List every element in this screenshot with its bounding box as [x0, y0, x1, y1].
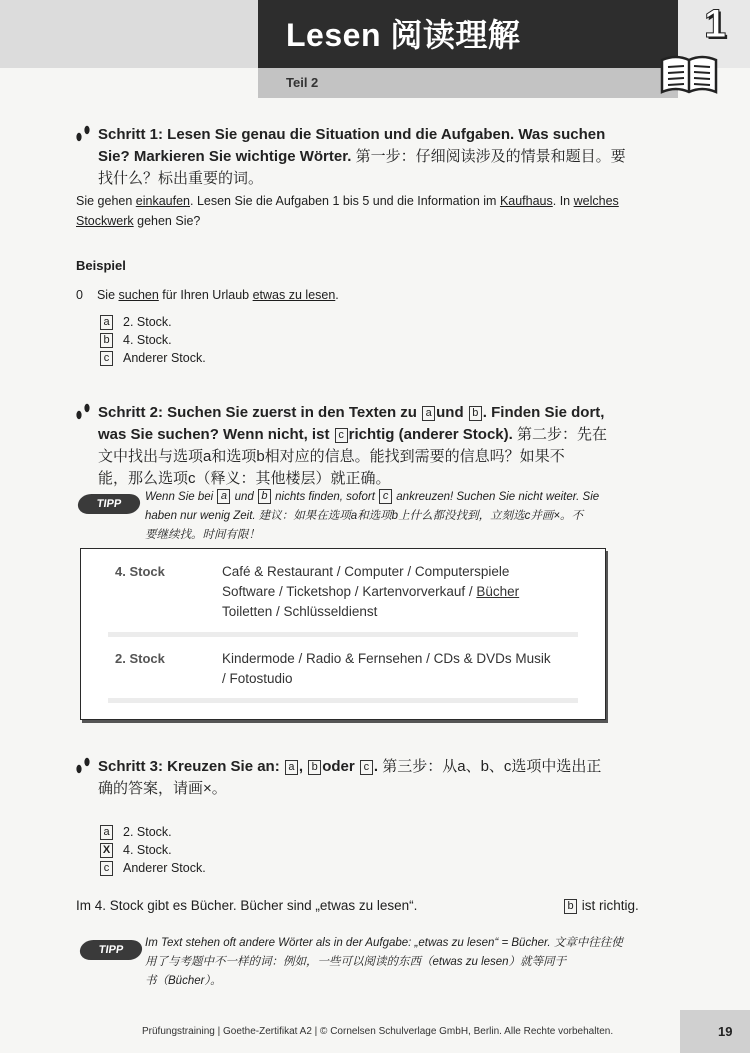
floor-items: Kindermode / Radio & Fernsehen / CDs & DVDs Musik / Fotostudio: [222, 651, 551, 686]
page-number: 19: [718, 1024, 733, 1039]
example-options: [99, 313, 206, 367]
option-item[interactable]: a 2. Stock.: [99, 313, 206, 331]
option-item[interactable]: a 2. Stock.: [99, 823, 206, 841]
footprints-icon: [72, 754, 94, 776]
floor-label: 4. Stock: [115, 564, 165, 579]
floor-label: 2. Stock: [115, 651, 165, 666]
tipp1-text: Wenn Sie bei a und b nichts finden, sofort c ankreuzen! Suchen Sie nicht weiter. Sie haben nur wenig Zeit. 建议：如果在选项a和选项b上什么都没找到，立刻选c并画×。不 要继续找。时间有限！: [145, 490, 600, 541]
footer-copyright: Prüfungstraining | Goethe-Zertifikat A2 | © Cornelsen Schulverlage GmbH, Berlin. Alle Rechte vorbehalten.: [142, 1026, 614, 1037]
footprints-icon: [72, 400, 94, 422]
subtitle-bar: [258, 68, 678, 98]
option-item[interactable]: c Anderer Stock.: [99, 349, 206, 367]
answer-options: [99, 823, 206, 877]
page-title: Lesen 阅读理解: [286, 17, 521, 53]
divider: [108, 698, 578, 703]
tipp-badge: TIPP: [79, 940, 144, 960]
example-question: 0 Sie suchen für Ihren Urlaub etwas zu lesen.: [76, 288, 339, 302]
tipp-badge: TIPP: [77, 494, 142, 514]
chapter-number: 1: [704, 2, 727, 46]
step3-heading: Schritt 3: Kreuzen Sie an: a , b oder c . 第三步：从a、b、c选项中选出正 确的答案，请画×。: [98, 758, 602, 797]
step2-heading: Schritt 2: Suchen Sie zuerst in den Texten zu a und b . Finden Sie dort, was Sie suchen? Wenn nicht, ist c richtig (anderer Stock). 第二步：先在 文中找出与选项a和选项b相对应的信息。能找到需要的信息吗？如果不 能，那么选项c（释义：其他楼层）就正确。: [98, 404, 607, 487]
step1-heading: Schritt 1: Lesen Sie genau die Situation und die Aufgaben. Was suchen Sie? Markieren Sie wichtige Wörter. 第一步：仔细阅读涉及的情景和题目。要找什么？标出重要的词。: [98, 126, 626, 187]
floor-items: Café & Restaurant / Computer / Computerspiele Software / Ticketshop / Kartenvorverkauf / Bücher Toiletten / Schlüsseldienst: [222, 564, 520, 619]
option-item[interactable]: b 4. Stock.: [99, 331, 206, 349]
conclusion-result: b ist richtig.: [563, 898, 639, 914]
option-item[interactable]: c Anderer Stock.: [99, 859, 206, 877]
example-label: Beispiel: [76, 258, 126, 273]
open-book-icon: [658, 52, 720, 98]
step1-instructions: Sie gehen einkaufen. Lesen Sie die Aufgaben 1 bis 5 und die Information im Kaufhaus. In welches Stockwerk gehen Sie?: [76, 194, 619, 228]
footprints-icon: [72, 122, 94, 144]
divider: [108, 632, 578, 637]
page-number-tab: [680, 1010, 750, 1053]
option-item-checked[interactable]: X 4. Stock.: [99, 841, 206, 859]
page-subtitle: Teil 2: [286, 75, 319, 90]
conclusion-text: Im 4. Stock gibt es Bücher. Bücher sind „etwas zu lesen“.: [76, 898, 418, 913]
tipp2-text: Im Text stehen oft andere Wörter als in der Aufgabe: „etwas zu lesen“ = Bücher. 文章中往往使 用了与考题中不一样的词：例如，一些可以阅读的东西（etwas zu lesen）就等同于 书（Bücher）。: [145, 937, 623, 987]
